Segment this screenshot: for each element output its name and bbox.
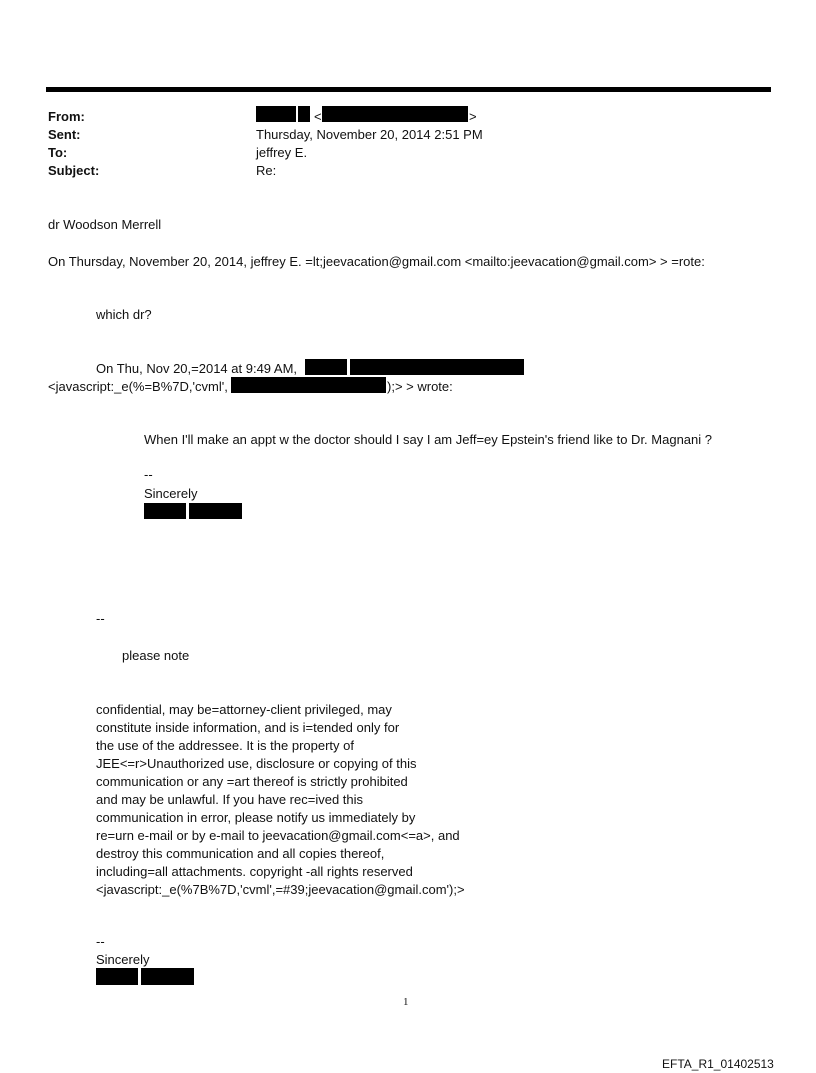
nested-intro-line-1: On Thu, Nov 20,=2014 at 9:49 AM, [96, 361, 298, 376]
disclaimer-line: communication in error, please notify us immediately by [96, 810, 416, 825]
redaction-from-name [256, 106, 296, 122]
redaction-signature-2b [141, 968, 194, 985]
signature-sincerely-2: Sincerely [96, 952, 150, 967]
quote-intro: On Thursday, November 20, 2014, jeffrey E. =lt;jeevacation@gmail.com <mailto:jeevacation@gmail.com> > =rote: [48, 254, 705, 269]
signature-dash-2: -- [96, 611, 105, 626]
redaction-signature-2a [96, 968, 138, 985]
from-label: From: [48, 109, 85, 124]
redaction-sender-email [350, 359, 524, 375]
disclaimer-line: <javascript:_e(%7B%7D,'cvml',=#39;jeevacation@gmail.com');> [96, 882, 465, 897]
nested-intro-line-2b: );> > wrote: [387, 379, 453, 394]
disclaimer-line: the use of the addressee. It is the property of [96, 738, 354, 753]
disclaimer-paragraph [96, 701, 516, 899]
disclaimer-line: destroy this communication and all copies thereof, [96, 846, 385, 861]
subject-value: Re: [256, 163, 277, 178]
disclaimer-line: re=urn e-mail or by e-mail to jeevacation@gmail.com<=a>, and [96, 828, 460, 843]
redaction-javascript-email [231, 377, 386, 393]
from-lt: < [314, 109, 322, 124]
redaction-from-email [322, 106, 468, 122]
sent-label: Sent: [48, 127, 81, 142]
subject-label: Subject: [48, 163, 100, 178]
disclaimer-line: including=all attachments. copyright -all rights reserved [96, 864, 413, 879]
signature-dash-3: -- [96, 934, 105, 949]
reply-line: dr Woodson Merrell [48, 217, 162, 232]
redaction-signature-1b [189, 503, 242, 519]
to-label: To: [48, 145, 68, 160]
please-note-text: please note [122, 648, 190, 663]
sent-value: Thursday, November 20, 2014 2:51 PM [256, 127, 483, 142]
from-gt: > [469, 109, 477, 124]
which-dr-text: which dr? [96, 307, 152, 322]
question-text: When I'll make an appt w the doctor should I say I am Jeff=ey Epstein's friend like to Dr. Magnani ? [144, 432, 712, 447]
redaction-from-initial [298, 106, 310, 122]
disclaimer-line: confidential, may be=attorney-client privileged, may [96, 702, 392, 717]
bates-number: EFTA_R1_01402513 [662, 1057, 774, 1071]
redaction-sender-first [305, 359, 347, 375]
nested-intro-line-2a: <javascript:_e(%=B%7D,'cvml', [48, 379, 228, 394]
disclaimer-line: constitute inside information, and is i=tended only for [96, 720, 400, 735]
page-number: 1 [403, 996, 409, 1008]
signature-dash-1: -- [144, 467, 153, 482]
header-rule [46, 87, 771, 92]
disclaimer-line: and may be unlawful. If you have rec=ived this [96, 792, 364, 807]
signature-sincerely-1: Sincerely [144, 486, 198, 501]
disclaimer-line: JEE<=r>Unauthorized use, disclosure or copying of this [96, 756, 417, 771]
to-value: jeffrey E. [256, 145, 308, 160]
disclaimer-line: communication or any =art thereof is strictly prohibited [96, 774, 408, 789]
redaction-signature-1a [144, 503, 186, 519]
